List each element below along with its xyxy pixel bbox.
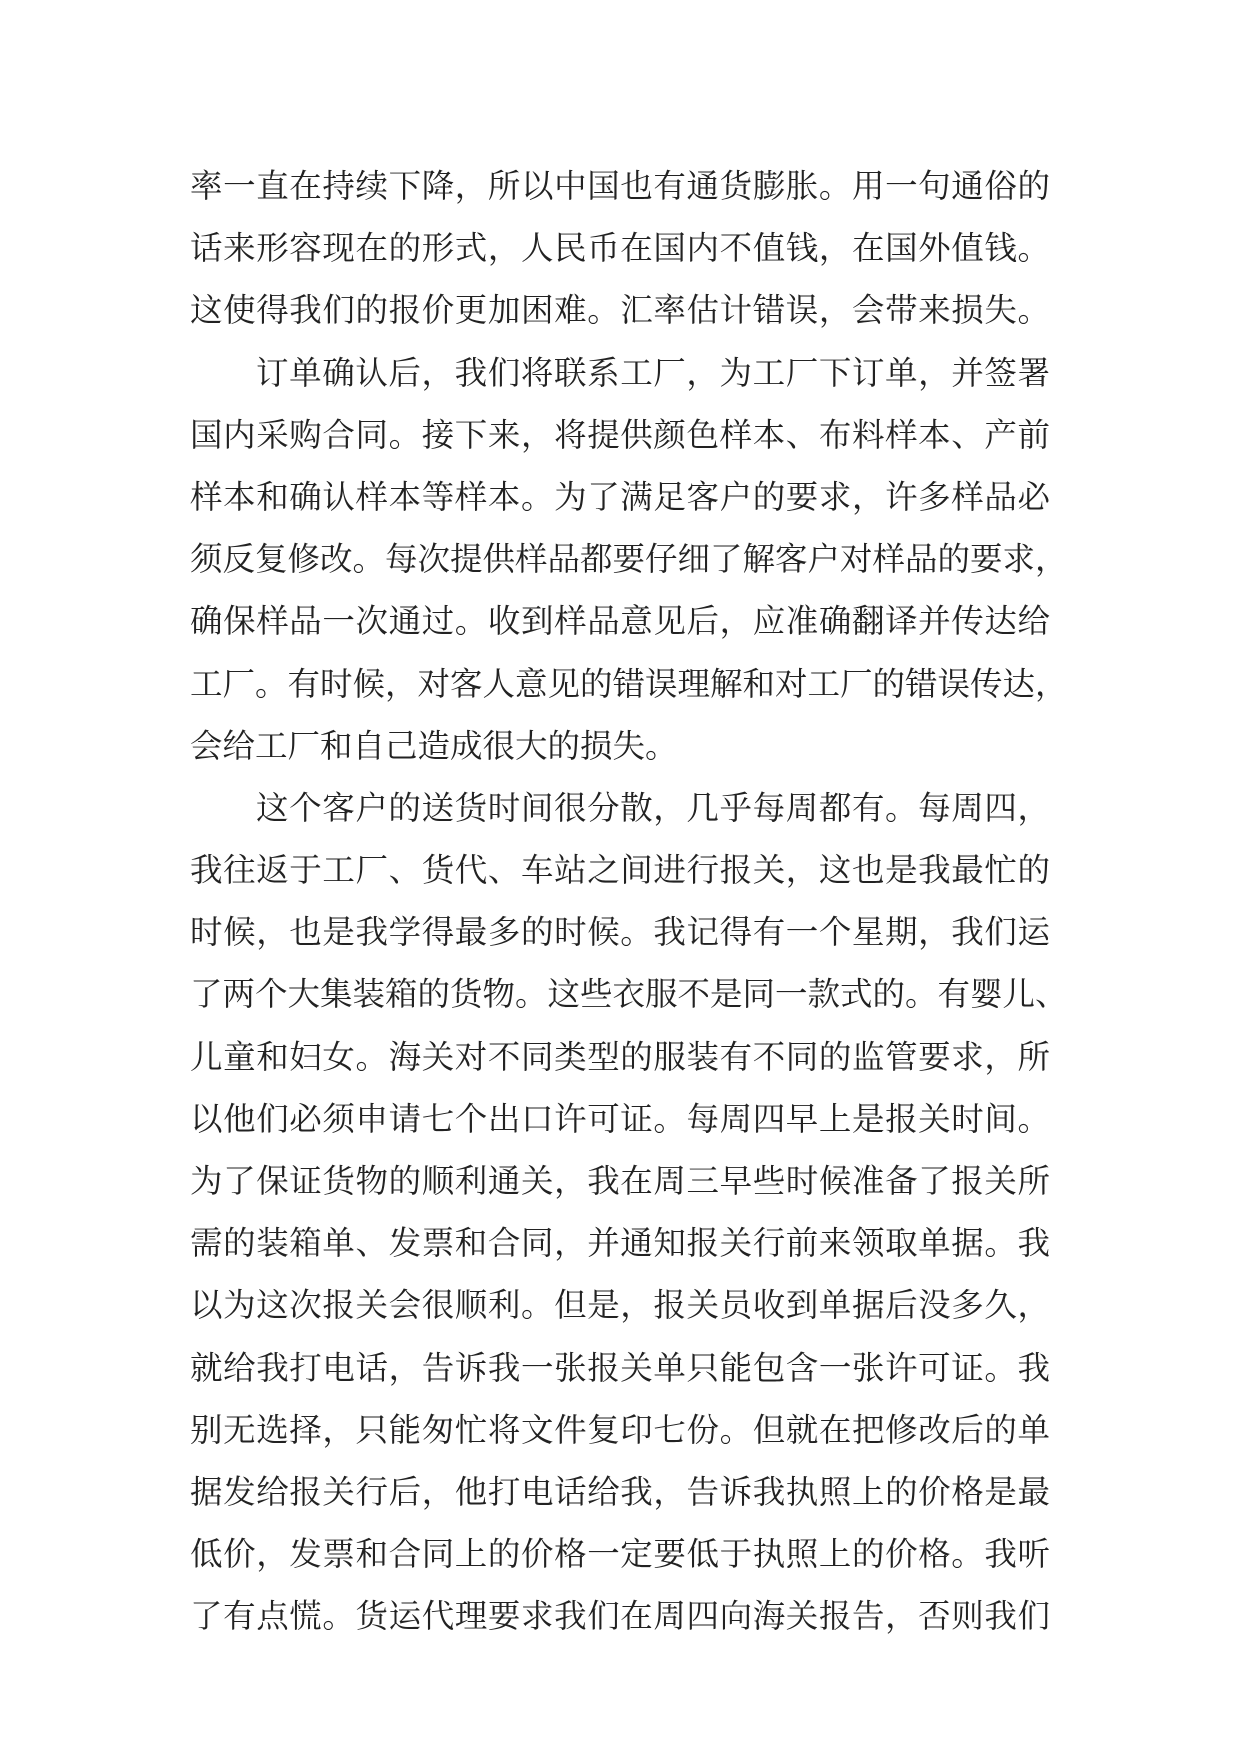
text-line: 样本和确认样本等样本。为了满足客户的要求，许多样品必 [190,477,1050,516]
text-line: 这使得我们的报价更加困难。汇率估计错误，会带来损失。 [190,291,1050,330]
text-line: 话来形容现在的形式，人民币在国内不值钱，在国外值钱。 [190,229,1050,268]
text-line: 国内采购合同。接下来，将提供颜色样本、布料样本、产前 [190,415,1050,454]
text-line: 须反复修改。每次提供样品都要仔细了解客户对样品的要求， [190,540,1068,579]
text-line: 以为这次报关会很顺利。但是，报关员收到单据后没多久， [190,1286,1050,1325]
text-line: 了两个大集装箱的货物。这些衣服不是同一款式的。有婴儿、 [190,975,1068,1014]
text-line: 低价，发票和合同上的价格一定要低于执照上的价格。我听 [190,1535,1050,1574]
body-text [190,155,1068,1648]
text-line: 就给我打电话，告诉我一张报关单只能包含一张许可证。我 [190,1348,1050,1387]
text-line: 订单确认后，我们将联系工厂，为工厂下订单，并签署 [256,353,1050,392]
text-line: 儿童和妇女。海关对不同类型的服装有不同的监管要求，所 [190,1037,1050,1076]
text-line: 工厂。有时候，对客人意见的错误理解和对工厂的错误传达， [190,664,1068,703]
text-line: 这个客户的送货时间很分散，几乎每周都有。每周四， [256,788,1050,827]
text-line: 我往返于工厂、货代、车站之间进行报关，这也是我最忙的 [190,851,1050,890]
text-line: 时候，也是我学得最多的时候。我记得有一个星期，我们运 [190,913,1050,952]
text-line: 需的装箱单、发票和合同，并通知报关行前来领取单据。我 [190,1224,1050,1263]
text-line: 据发给报关行后，他打电话给我，告诉我执照上的价格是最 [190,1472,1050,1511]
text-line: 率一直在持续下降，所以中国也有通货膨胀。用一句通俗的 [190,167,1050,205]
text-line: 为了保证货物的顺利通关，我在周三早些时候准备了报关所 [190,1162,1050,1200]
text-line: 了有点慌。货运代理要求我们在周四向海关报告，否则我们 [190,1597,1050,1636]
text-line: 确保样品一次通过。收到样品意见后，应准确翻译并传达给 [190,602,1050,641]
text-line: 别无选择，只能匆忙将文件复印七份。但就在把修改后的单 [190,1410,1050,1449]
text-line: 以他们必须申请七个出口许可证。每周四早上是报关时间。 [190,1099,1050,1138]
text-line: 会给工厂和自己造成很大的损失。 [190,726,678,765]
